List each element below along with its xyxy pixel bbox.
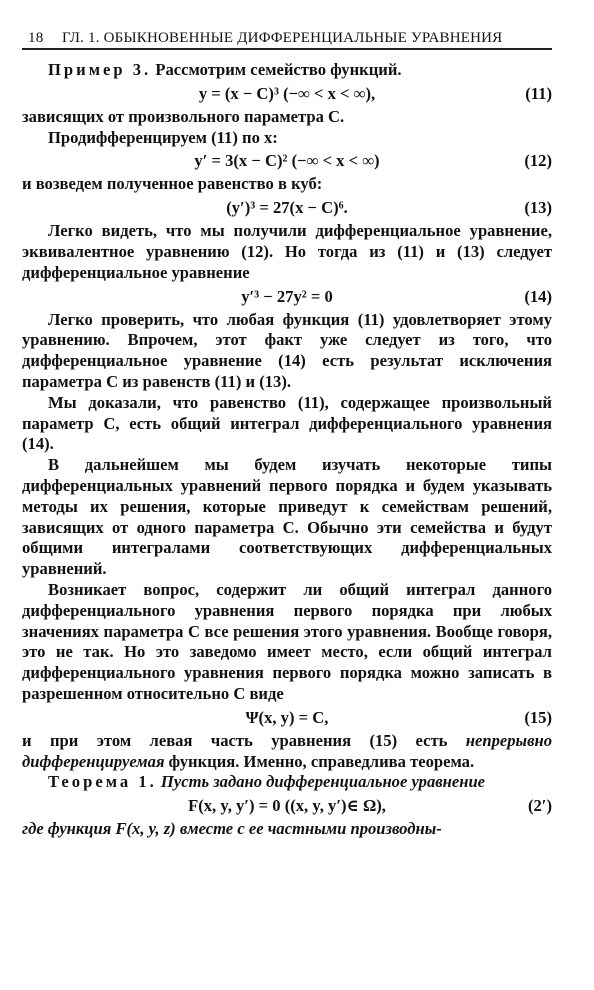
last-line-text: где функция F(x, y, z) вместе с ее частными производны- xyxy=(22,819,442,839)
paragraph-cube: и возведем полученное равенство в куб: xyxy=(22,174,323,194)
equation-15-number: (15) xyxy=(524,707,552,727)
equation-11 xyxy=(22,82,552,106)
example-intro: Рассмотрим семейство функций. xyxy=(151,60,402,79)
theorem-paragraph xyxy=(22,772,552,793)
theorem-text: Пусть задано дифференциальное уравнение xyxy=(156,772,486,792)
paragraph-proved: Мы доказали, что равенство (11), содержащее произвольный параметр С, есть общий интеграл дифференциального уравнения (14). xyxy=(22,392,552,454)
equation-2-prime-number: (2′) xyxy=(527,796,552,816)
page-number: 18 xyxy=(28,30,44,46)
equation-11-number: (11) xyxy=(525,83,552,103)
equation-2-prime xyxy=(22,794,552,818)
equation-14-number: (14) xyxy=(524,286,552,306)
equation-14-expr: y′³ − 27y² = 0 xyxy=(241,286,333,306)
theorem-label: Теорема 1. xyxy=(48,772,157,792)
equation-12-number: (12) xyxy=(524,151,552,171)
left-part-emphasis: непрерывно дифференцируемая xyxy=(22,730,552,771)
running-header xyxy=(22,26,552,50)
equation-15 xyxy=(22,706,552,730)
paragraph-further: В дальнейшем мы будем изучать некоторые типы дифференциальных уравнений первого порядка и будем указывать методы их решения, которые приведут к семействам решений, зависящих от одного параметра С. Обычно эти семейства и будут общими интегралами соответствующих дифференциальных уравнений. xyxy=(22,455,552,579)
left-part-text-b: функция. Именно, справедлива теорема. xyxy=(164,751,475,771)
paragraph-differentiate: Продифференцируем (11) по x: xyxy=(48,127,278,147)
paragraph-after-11: зависящих от произвольного параметра C. xyxy=(22,106,345,126)
equation-13-expr: (y′)³ = 27(x − C)⁶. xyxy=(226,198,348,218)
paragraph-easy-check: Легко проверить, что любая функция (11) удовлетворяет этому уравнению. Впрочем, этот факт уже следует из того, что дифференциальное уравнение (14) есть результат исключения параметра С из равенств (11) и (13). xyxy=(22,309,552,391)
header-rule xyxy=(22,48,552,50)
equation-11-expr: y = (x − C)³ (−∞ < x < ∞), xyxy=(198,83,376,103)
example-label: Пример 3. xyxy=(48,60,152,79)
paragraph-last xyxy=(22,819,552,840)
paragraph-question: Возникает вопрос, содержит ли общий интеграл данного дифференциального уравнения первого порядка при любых значениях параметра C все решения этого уравнения. Вообще говоря, это не так. Но это заведомо имеет место, если общий интеграл дифференциального уравнения первого порядка можно записать в разрешенном относительно C виде xyxy=(22,579,552,703)
equation-2-prime-expr: F(x, y, y′) = 0 ((x, y, y′)∈ Ω), xyxy=(188,796,386,816)
paragraph-left-part xyxy=(22,731,552,773)
equation-13-number: (13) xyxy=(524,198,552,218)
equation-12-expr: y′ = 3(x − C)² (−∞ < x < ∞) xyxy=(194,151,380,171)
paragraph-easy-see: Легко видеть, что мы получили дифференциальное уравнение, эквивалентное уравнению (12). Но тогда из (11) и (13) следует дифференциальное уравнение xyxy=(22,221,552,282)
equation-13 xyxy=(22,196,552,220)
equation-14 xyxy=(22,285,552,309)
equation-15-expr: Ψ(x, y) = C, xyxy=(245,707,329,727)
page-body xyxy=(22,60,552,840)
running-title: ГЛ. 1. ОБЫКНОВЕННЫЕ ДИФФЕРЕНЦИАЛЬНЫЕ УРАВНЕНИЯ xyxy=(62,30,503,46)
left-part-text-a: и при этом левая часть уравнения (15) есть xyxy=(22,730,466,750)
equation-12 xyxy=(22,149,552,173)
example-paragraph xyxy=(22,60,552,81)
